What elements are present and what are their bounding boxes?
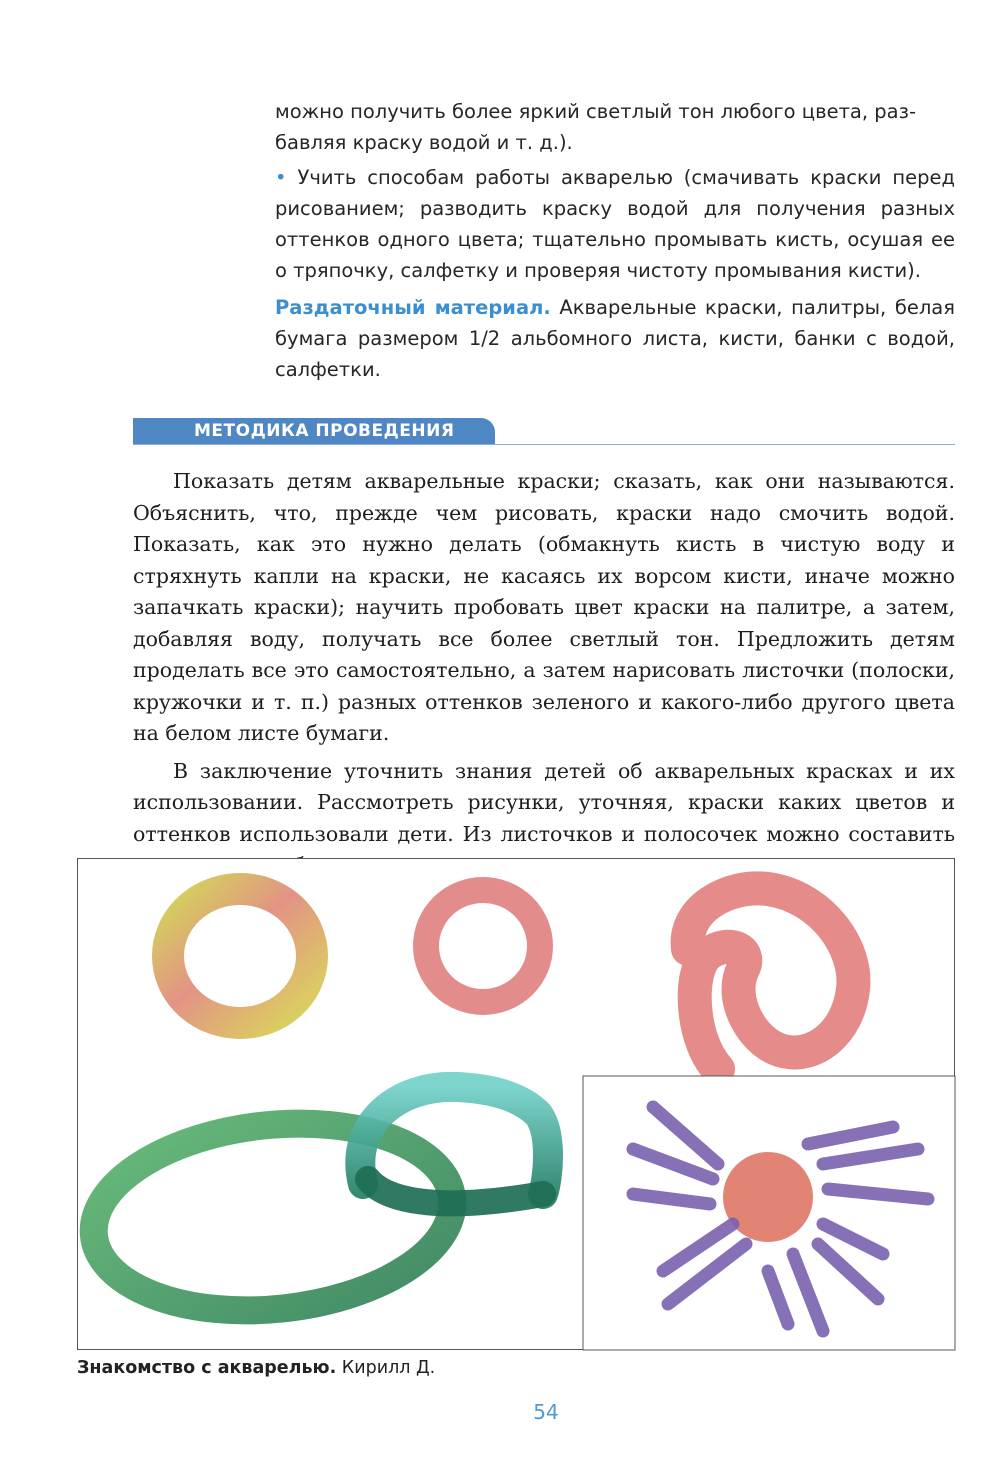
caption-title: Знакомство с акварелью.: [77, 1358, 337, 1378]
section-title: МЕТОДИКА ПРОВЕДЕНИЯ: [133, 418, 495, 444]
illustration-caption: [77, 1358, 435, 1378]
intro-line-1: можно получить более яркий светлый тон любого цвета, раз-: [275, 100, 917, 123]
method-paragraph-1: Показать детям акварельные краски; сказать, как они называются. Объяснить, что, прежде чем рисовать, краски надо смочить водой. Показать, как это нужно делать (обмакнуть кисть в чистую воду и стряхнуть капли на краски, не касаясь их ворсом кисти, иначе можно запачкать краски); научить пробовать цвет краски на палитре, а затем, добавляя воду, получать все более светлый тон. Предложить детям проделать все это самостоятельно, а затем нарисовать листочки (полоски, кружочки и т. п.) разных оттенков зеленого и какого-либо другого цвета на белом листе бумаги.: [133, 469, 955, 745]
bullet-text: Учить способам работы акварелью (смачивать краски перед рисованием; разводить краску водой для получения разных оттенков одного цвета; тщательно промывать кисть, осушая ее о тряпочку, салфетку и проверяя чистоту промывания кисти).: [275, 166, 956, 282]
watercolor-illustration: [77, 858, 955, 1350]
intro-line-2: бавляя краску водой и т. д.).: [275, 131, 573, 154]
handout-label: Раздаточный материал.: [275, 296, 551, 319]
handout-text: Акварельные краски, палитры, белая бумага размером 1/2 альбомного листа, кисти, банки с водой, салфетки.: [275, 296, 955, 381]
intro-text-block: [275, 96, 955, 385]
bullet-marker: •: [275, 166, 287, 189]
green-ring: [84, 1107, 461, 1328]
method-paragraph-2: В заключение уточнить знания детей об акварельных красках и их использовании. Рассмотреть рисунки, уточняя, краски каких цветов и оттенков использовали дети. Из листочков и полосочек можно составить: [133, 758, 955, 846]
page-number: 54: [533, 1400, 559, 1424]
caption-author: Кирилл Д.: [341, 1358, 436, 1378]
bullet-item: [275, 162, 955, 286]
yellow-pink-ring: [168, 889, 312, 1023]
method-text-block: [133, 466, 955, 882]
pink-ring-large: [688, 888, 854, 1069]
handout-paragraph: [275, 292, 955, 385]
pink-ring-small: [426, 890, 540, 1002]
watercolor-drawings: [78, 859, 956, 1351]
section-divider: [133, 444, 955, 445]
section-header: [133, 418, 955, 446]
